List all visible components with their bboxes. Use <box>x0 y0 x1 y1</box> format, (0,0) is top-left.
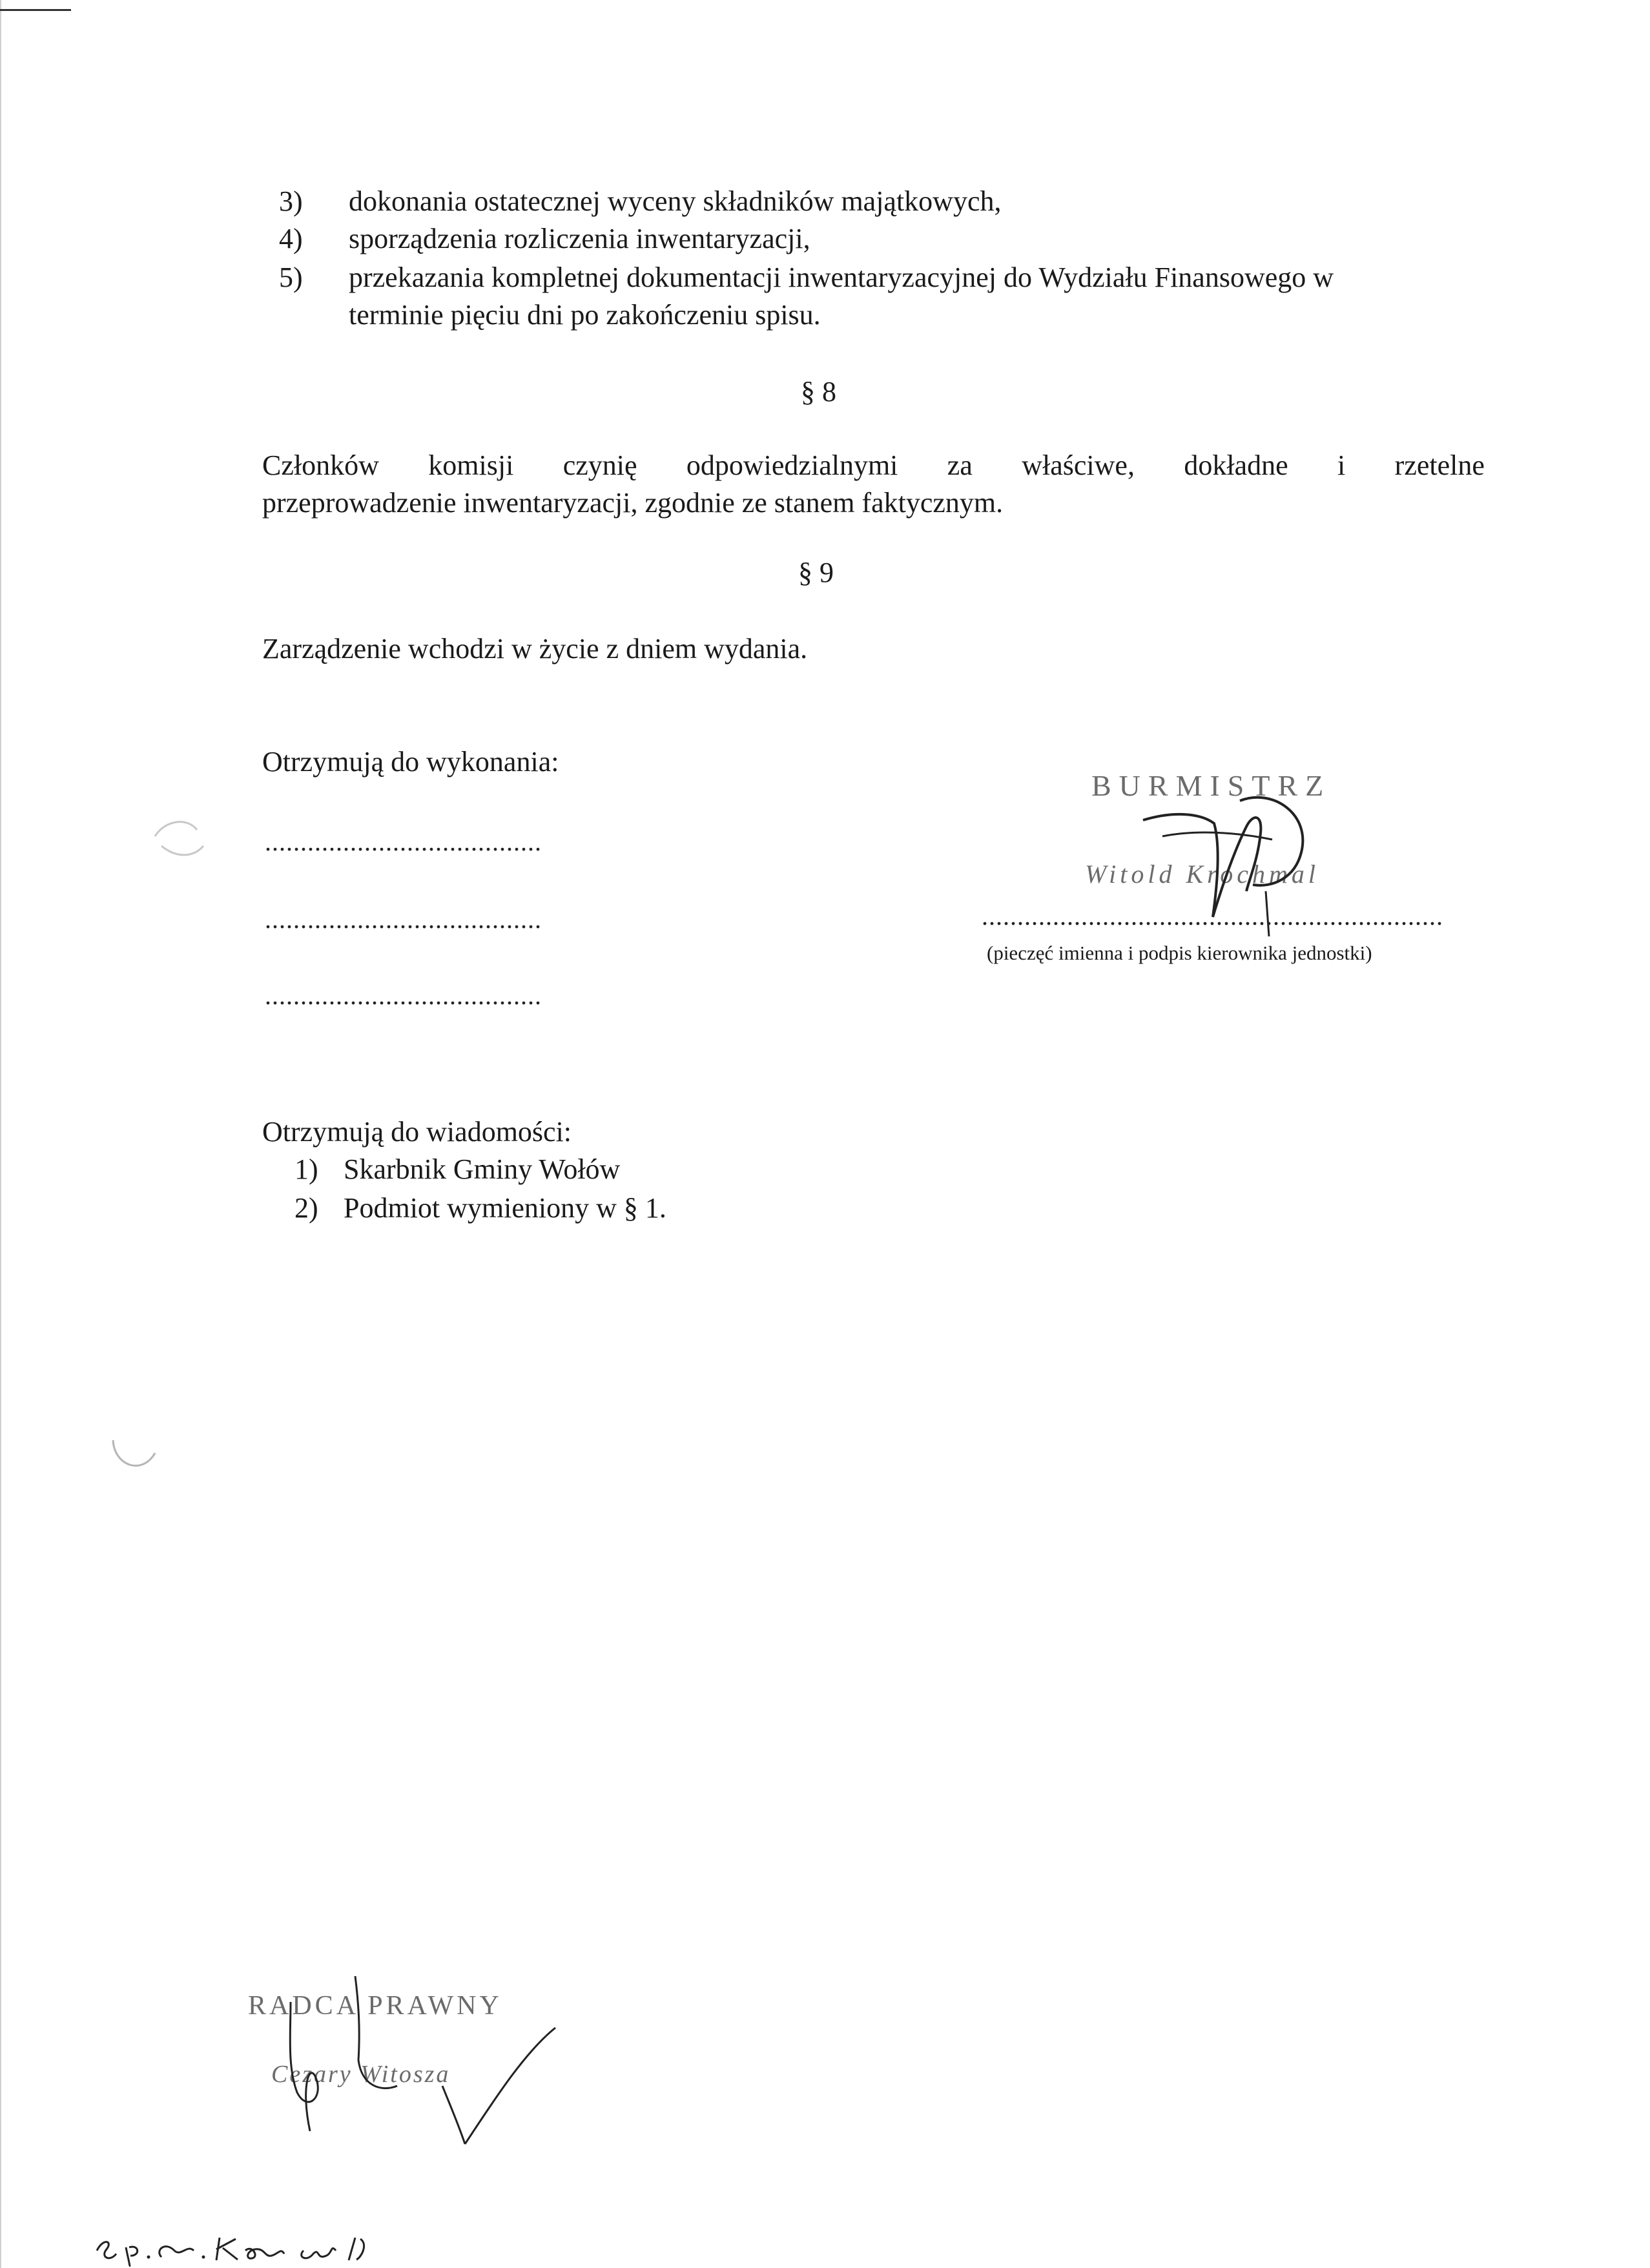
scan-edge <box>0 0 1 2268</box>
section-8-paragraph <box>262 447 1485 522</box>
s8-word: rzetelne <box>1394 449 1485 481</box>
s8-word: i <box>1337 449 1346 481</box>
s8-word: komisji <box>428 449 514 481</box>
list-item-5-number: 5) <box>279 262 303 293</box>
section-8-line1 <box>262 447 1485 484</box>
execution-blank-2: ....................................... <box>265 905 542 934</box>
s8-word: odpowiedzialnymi <box>686 449 898 481</box>
list-item-5-text-line2: terminie pięciu dni po zakończeniu spisu. <box>349 299 821 331</box>
legal-stamp-title: RADCA PRAWNY <box>248 1991 502 2021</box>
s8-word: za <box>947 449 973 481</box>
list-item-4-number: 4) <box>279 223 303 254</box>
execution-label: Otrzymują do wykonania: <box>262 746 559 778</box>
s8-word: dokładne <box>1184 449 1288 481</box>
list-item-3-number: 3) <box>279 185 303 217</box>
legal-counsel-signature <box>271 1963 568 2157</box>
section-9-heading: § 9 <box>798 557 834 588</box>
legal-stamp-name: Cezary Witosza <box>271 2061 451 2088</box>
s8-word: czynię <box>562 449 637 481</box>
scan-smudge-mark <box>142 810 213 869</box>
mayor-stamp-name: Witold Krochmal <box>1085 860 1319 889</box>
list-item-5-text-line1: przekazania kompletnej dokumentacji inwentaryzacyjnej do Wydziału Finansowego w <box>349 262 1334 293</box>
information-item-1-number: 1) <box>294 1153 318 1185</box>
information-label: Otrzymują do wiadomości: <box>262 1116 572 1148</box>
information-item-2-number: 2) <box>294 1192 318 1224</box>
s8-word: właściwe, <box>1022 449 1135 481</box>
list-item-3-text: dokonania ostatecznej wyceny składników majątkowych, <box>349 185 1002 217</box>
mayor-stamp-title: BURMISTRZ <box>1091 769 1332 802</box>
punch-hole-mark <box>107 1427 165 1485</box>
s8-word: Członków <box>262 449 379 481</box>
section-8-heading: § 8 <box>801 376 836 407</box>
signature-line: ................................................................. <box>982 902 1443 931</box>
execution-blank-3: ....................................... <box>265 981 542 1010</box>
handwritten-note <box>90 2231 452 2267</box>
signature-caption: (pieczęć imienna i podpis kierownika jednostki) <box>987 942 1372 964</box>
scan-corner-mark <box>0 9 71 11</box>
list-item-4-text: sporządzenia rozliczenia inwentaryzacji, <box>349 223 810 254</box>
section-8-line2: przeprowadzenie inwentaryzacji, zgodnie ze stanem faktycznym. <box>262 487 1004 519</box>
section-9-text: Zarządzenie wchodzi w życie z dniem wydania. <box>262 633 808 665</box>
information-item-2-text: Podmiot wymieniony w § 1. <box>344 1192 666 1224</box>
information-item-1-text: Skarbnik Gminy Wołów <box>344 1153 621 1185</box>
execution-blank-1: ....................................... <box>265 827 542 856</box>
